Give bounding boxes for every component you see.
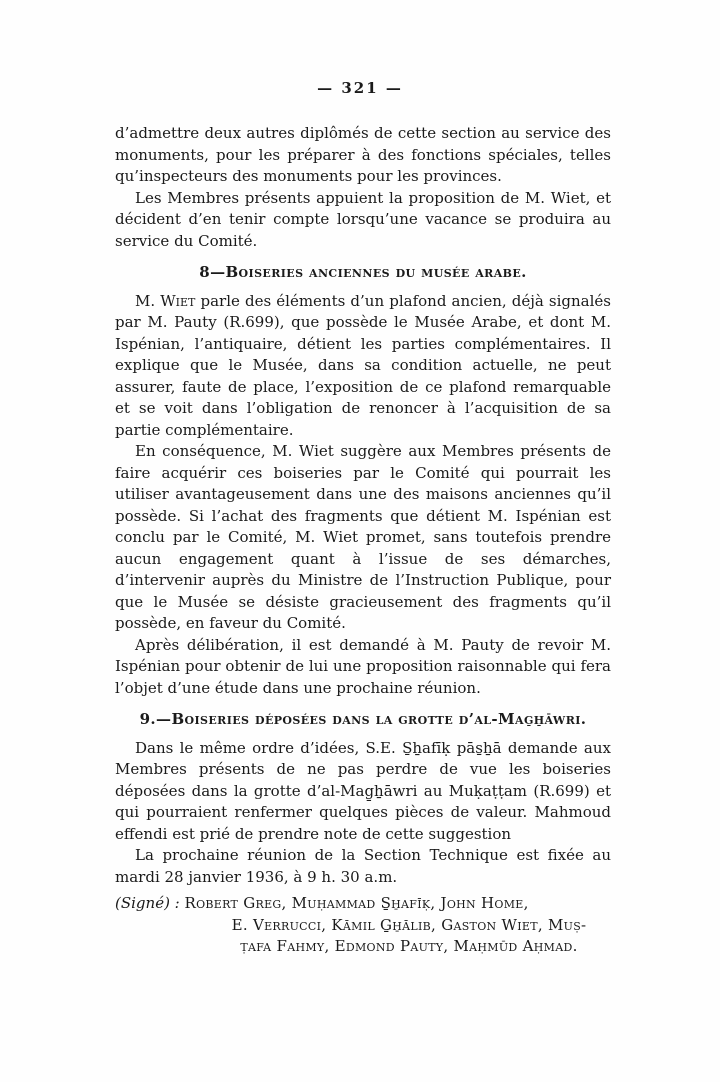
section-9-paragraph-2: La prochaine réunion de la Section Technique est fixée au mardi 28 janvier 1936, à 9 h. 30 a.m.: [115, 846, 611, 886]
speaker-prefix: M.: [135, 291, 161, 310]
signature-block: [115, 893, 611, 958]
signe-label: (Signé) :: [115, 894, 185, 912]
signatories-line-3: ṭafa Fahmy, Edmond Pauty, Maḥmūd Aḥmad.: [240, 937, 578, 955]
signature-line-1: [115, 893, 611, 915]
signatories-line-1: Robert Greg, Muḥammad S̱ẖafīḳ, John Home,: [184, 894, 529, 912]
page-number: — 321 —: [317, 79, 403, 97]
text-column: [115, 123, 611, 958]
section-8-heading: 8—Boiseries anciennes du musée arabe.: [199, 263, 527, 281]
section-9-paragraph-1: Dans le même ordre d’idées, S.E. S̱ẖafīḳ pās̱ẖā demande aux Membres présents de ne pas perdre de vue les boiseries déposées dans la grotte d’al-Mag̱ẖāwri au Muḳaṭṭam (R.699) et qui pourraient renfermer quelques pièces de valeur. Mahmoud effendi est prié de prendre note de cette suggestion: [115, 738, 611, 843]
paragraph-continuation: d’admettre deux autres diplômés de cette section au service des monuments, pour les préparer à des fonctions spéciales, telles qu’inspecteurs des monuments pour les provinces.: [115, 124, 611, 185]
section-8-paragraph-2: En conséquence, M. Wiet suggère aux Membres présents de faire acquérir ces boiseries par le Comité qui pourrait les utiliser avantageusement dans une des maisons anciennes qu’il possède. Si l’achat des fragments que détient M. Ispénian est conclu par le Comité, M. Wiet promet, sans toutefois prendre aucun engagement quant à l’issue de ses démarches, d’intervenir auprès du Ministre de l’Instruction Publique, pour que le Musée se désiste gracieusement des fragments qu’il possède, en faveur du Comité.: [115, 442, 611, 632]
speaker-name: Wiet: [160, 291, 196, 310]
paragraph-members-support: Les Membres présents appuient la proposition de M. Wiet, et décident d’en tenir compte lorsqu’une vacance se produira au service du Comité.: [115, 188, 611, 250]
section-8-paragraph-1: [115, 291, 611, 442]
section-8-paragraph-3: Après délibération, il est demandé à M. Pauty de revoir M. Ispénian pour obtenir de lui une proposition raisonnable qui fera l’objet d’une étude dans une prochaine réunion.: [115, 635, 611, 697]
section-9-heading: 9.—Boiseries déposées dans la grotte d’al-Mag̱ẖāwri.: [139, 710, 587, 728]
signatories-line-2: E. Verrucci, Kāmil G̱ẖālib, Gaston Wiet, Muṣ-: [231, 915, 587, 934]
section-8-paragraph-1-text: parle des éléments d’un plafond ancien, déjà signalés par M. Pauty (R.699), que possède le Musée Arabe, et dont M. Ispénian, l’antiquaire, détient les parties complémentaires. Il explique que le Musée, dans sa condition actuelle, ne peut assurer, faute de place, l’exposition de ce plafond remarquable et se voit dans l’obligation de renoncer à l’acquisition de sa partie complémentaire.: [115, 291, 611, 439]
